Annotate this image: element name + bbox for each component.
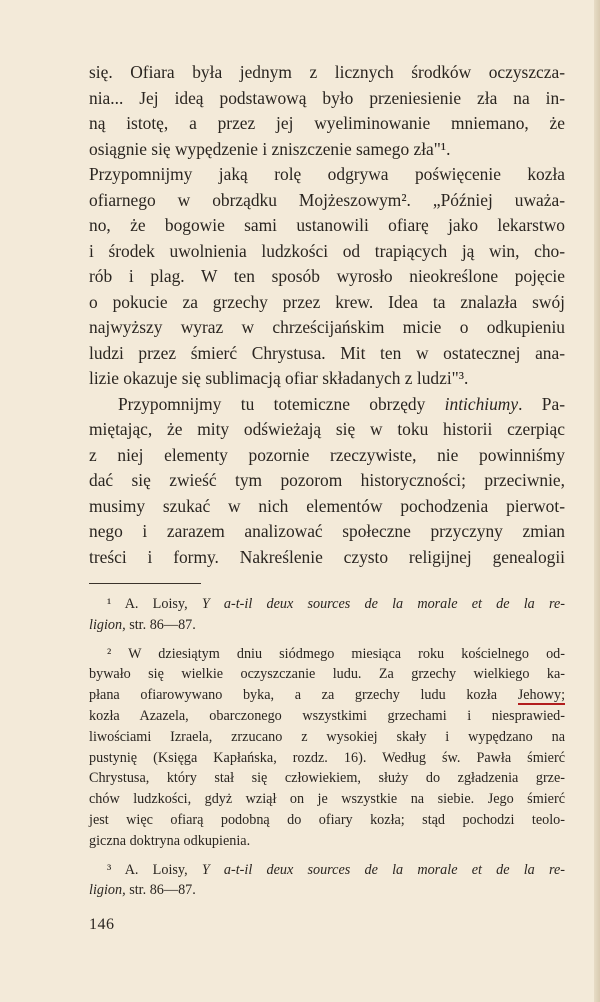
footnote-marker: ³ — [107, 861, 112, 878]
footnotes — [89, 594, 565, 901]
footnote-1-line — [89, 594, 565, 615]
text-line: nego i zarazem analizować społeczne przyczyny zmian — [89, 521, 565, 541]
text-line: dać się zwieść tym pozorom historyczności; przeciwnie, — [89, 470, 565, 490]
footnote-2-line: Chrystusa, który stał się człowiekiem, służy do zgładzenia grze- — [89, 770, 565, 787]
text-line: nia... Jej ideą podstawową było przeniesienie zła na in- — [89, 87, 565, 108]
paragraph-start-line — [89, 392, 565, 418]
footnote-2-line: giczna doktryna odkupienia. — [89, 832, 251, 849]
footnote-title: Y a-t-il deux sources de la morale et de la re- — [201, 596, 565, 612]
text-line: treści i formy. Nakreślenie czysto religijnej genealogii — [89, 546, 565, 567]
footnote-2-line — [89, 644, 565, 665]
text-run: Przypomnijmy tu totemiczne obrzędy — [118, 393, 445, 414]
footnote-pages: str. 86—87. — [129, 616, 196, 633]
footnote-author: A. Loisy, — [124, 596, 188, 612]
text-run: W dziesiątym dniu siódmego miesiąca roku kościelnego od- — [128, 645, 565, 662]
text-line: i środek uwolnienia ludzkości od trapiących ją win, cho- — [89, 240, 565, 261]
footnote-2-line: pustynię (Księga Kapłańska, rozdz. 16). Według św. Pawła śmierć — [89, 749, 565, 766]
footnote-title: ligion, — [89, 882, 126, 899]
footnote-pages: str. 86—87. — [129, 882, 196, 899]
text-run: płana ofiarowywano byka, a za grzechy ludu kozła — [89, 687, 498, 704]
footnote-marker: ² — [107, 645, 112, 662]
text-line: ofiarnego w obrządku Mojżeszowym². „Później uważa- — [89, 189, 565, 210]
footnote-2-line: bywało się wielkie oczyszczanie ludu. Za grzechy wielkiego ka- — [89, 666, 565, 683]
footnote-3-line — [89, 880, 565, 901]
footnote-title: ligion, — [89, 616, 126, 633]
underlined-word: Jehowy; — [517, 687, 566, 704]
footnote-title: Y a-t-il deux sources de la morale et de la re- — [201, 861, 565, 878]
text-line: z niej elementy pozornie rzeczywiste, nie powinniśmy — [89, 444, 565, 465]
main-text — [89, 60, 565, 570]
footnote-marker: ¹ — [107, 596, 112, 612]
footnote-1-line — [89, 615, 565, 636]
footnote-2-line: jest więc ofiarą podobną do ofiary kozła; stąd pochodzi teolo- — [89, 811, 565, 828]
text-line: ną istotę, a przez jej wyeliminowanie mniemano, że — [89, 113, 565, 133]
text-line: się. Ofiara była jednym z licznych środków oczyszcza- — [89, 62, 565, 82]
text-line: miętając, że mity odświeżają się w toku historii czerpiąc — [89, 419, 565, 439]
text-line: o pokucie za grzechy przez krew. Idea ta znalazła swój — [89, 291, 565, 312]
text-line: lizie okazuje się sublimacją ofiar składanych z ludzi"³. — [89, 368, 469, 388]
footnote-2-line — [89, 685, 565, 706]
footnote-2-line: kozła Azazela, obarczonego wszystkimi grzechami i niesprawied- — [89, 707, 565, 724]
text-line: rób i plag. W ten sposób wyrosło nieokreślone pojęcie — [89, 266, 565, 286]
footnote-2-line: liwościami Izraela, zrzucano z wysokiej skały i wypędzano na — [89, 728, 565, 745]
page-edge — [594, 0, 600, 1002]
text-run: . Pa- — [518, 393, 565, 414]
text-line: ludzi przez śmierć Chrystusa. Mit ten w ostatecznej ana- — [89, 342, 565, 363]
italic-term: intichiumy — [444, 393, 519, 414]
footnote-3-line — [89, 860, 565, 881]
text-line: osiągnie się wypędzenie i zniszczenie samego zła"¹. — [89, 138, 451, 159]
footnote-author: A. Loisy, — [124, 861, 188, 878]
footnote-divider — [89, 583, 201, 584]
text-line: najwyższy wyraz w chrześcijańskim micie o odkupieniu — [89, 317, 565, 337]
text-line: Przypomnijmy jaką rolę odgrywa poświęcenie kozła — [89, 164, 565, 184]
text-line: musimy szukać w nich elementów pochodzenia pierwot- — [89, 495, 565, 516]
page-number: 146 — [89, 916, 115, 933]
footnote-2-line: chów ludzkości, gdyż wziął on je wszystkie na siebie. Jego śmierć — [89, 791, 565, 808]
text-line: no, że bogowie sami ustanowili ofiarę jako lekarstwo — [89, 215, 565, 235]
